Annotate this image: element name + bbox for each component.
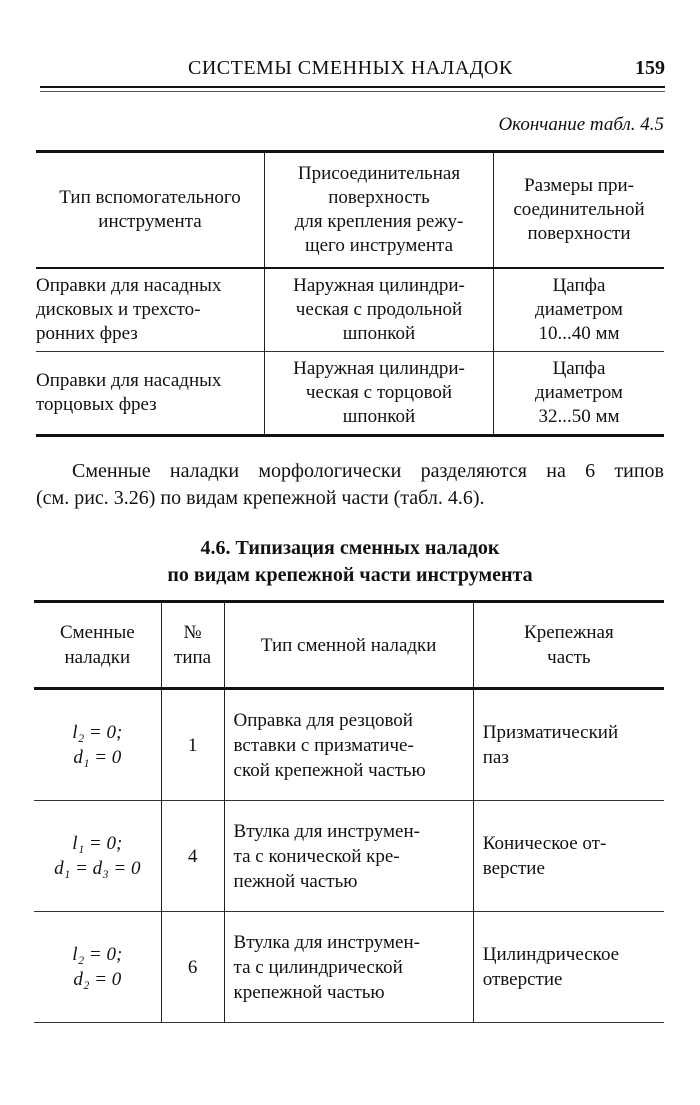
table-cell: l₂ = 0; d₂ = 0 bbox=[34, 912, 161, 1023]
column-header: Сменные наладки bbox=[34, 602, 161, 689]
header-rule-thin bbox=[40, 91, 665, 92]
table-row bbox=[34, 689, 664, 801]
table-cell: Наружная цилиндри- ческая с торцовой шпонкой bbox=[265, 352, 494, 436]
table-row bbox=[36, 268, 664, 352]
table-caption bbox=[36, 535, 664, 589]
table-cell: Втулка для инструмен- та с конической кре- пежной частью bbox=[224, 801, 473, 912]
running-title: СИСТЕМЫ СМЕННЫХ НАЛАДОК bbox=[188, 57, 513, 79]
table-cell: Коническое от- верстие bbox=[482, 833, 607, 879]
table-cell: Цапфа диаметром 10...40 мм bbox=[535, 275, 623, 344]
column-header: Тип сменной наладки bbox=[224, 602, 473, 689]
table-header-row bbox=[34, 602, 664, 689]
table-4-5 bbox=[36, 150, 664, 437]
table-4-6 bbox=[34, 600, 664, 1023]
table-cell: 6 bbox=[161, 912, 224, 1023]
table-row bbox=[34, 912, 664, 1023]
table-row bbox=[34, 801, 664, 912]
table-cell: Оправки для насадных торцовых фрез bbox=[36, 370, 222, 415]
column-header: Присоединительная поверхность для крепления режу- щего инструмента bbox=[265, 152, 494, 269]
table-cell: Наружная цилиндри- ческая с продольной шпонкой bbox=[265, 268, 494, 352]
table-cell: 1 bbox=[161, 689, 224, 801]
table-row bbox=[36, 352, 664, 436]
header-rule bbox=[40, 86, 665, 88]
table-cell: Оправка для резцовой вставки с призматиче- ской крепежной частью bbox=[224, 689, 473, 801]
paragraph-line: (см. рис. 3.26) по видам крепежной части (табл. 4.6). bbox=[36, 487, 485, 509]
table-cell: Цапфа диаметром 32...50 мм bbox=[535, 358, 623, 427]
table-cell: 4 bbox=[161, 801, 224, 912]
table-cell: Призматический паз bbox=[482, 722, 619, 768]
caption-line: по видам крепежной части инструмента bbox=[167, 564, 533, 586]
table-cell: l₂ = 0; d₁ = 0 bbox=[34, 689, 161, 801]
table-cell: l₁ = 0; d₁ = d₃ = 0 bbox=[34, 801, 161, 912]
page-number: 159 bbox=[635, 57, 665, 79]
table-cell: Втулка для инструмен- та с цилиндрической крепежной частью bbox=[224, 912, 473, 1023]
column-header: Тип вспомогательного инструмента bbox=[59, 187, 241, 232]
column-header: Размеры при- соединительной поверхности bbox=[513, 175, 645, 244]
table-cell: Цилиндрическое отверстие bbox=[482, 944, 620, 990]
column-header: Крепежная часть bbox=[524, 622, 614, 668]
column-header: № типа bbox=[161, 602, 224, 689]
paragraph-line: Сменные наладки морфологически разделяются на 6 типов bbox=[72, 460, 664, 482]
table-header-row bbox=[36, 152, 664, 269]
table-continuation-label: Окончание табл. 4.5 bbox=[498, 114, 664, 135]
caption-line: 4.6. Типизация сменных наладок bbox=[200, 537, 500, 559]
table-cell: Оправки для насадных дисковых и трехсто- ронних фрез bbox=[36, 275, 222, 344]
body-paragraph bbox=[36, 458, 664, 512]
running-header bbox=[40, 55, 665, 85]
